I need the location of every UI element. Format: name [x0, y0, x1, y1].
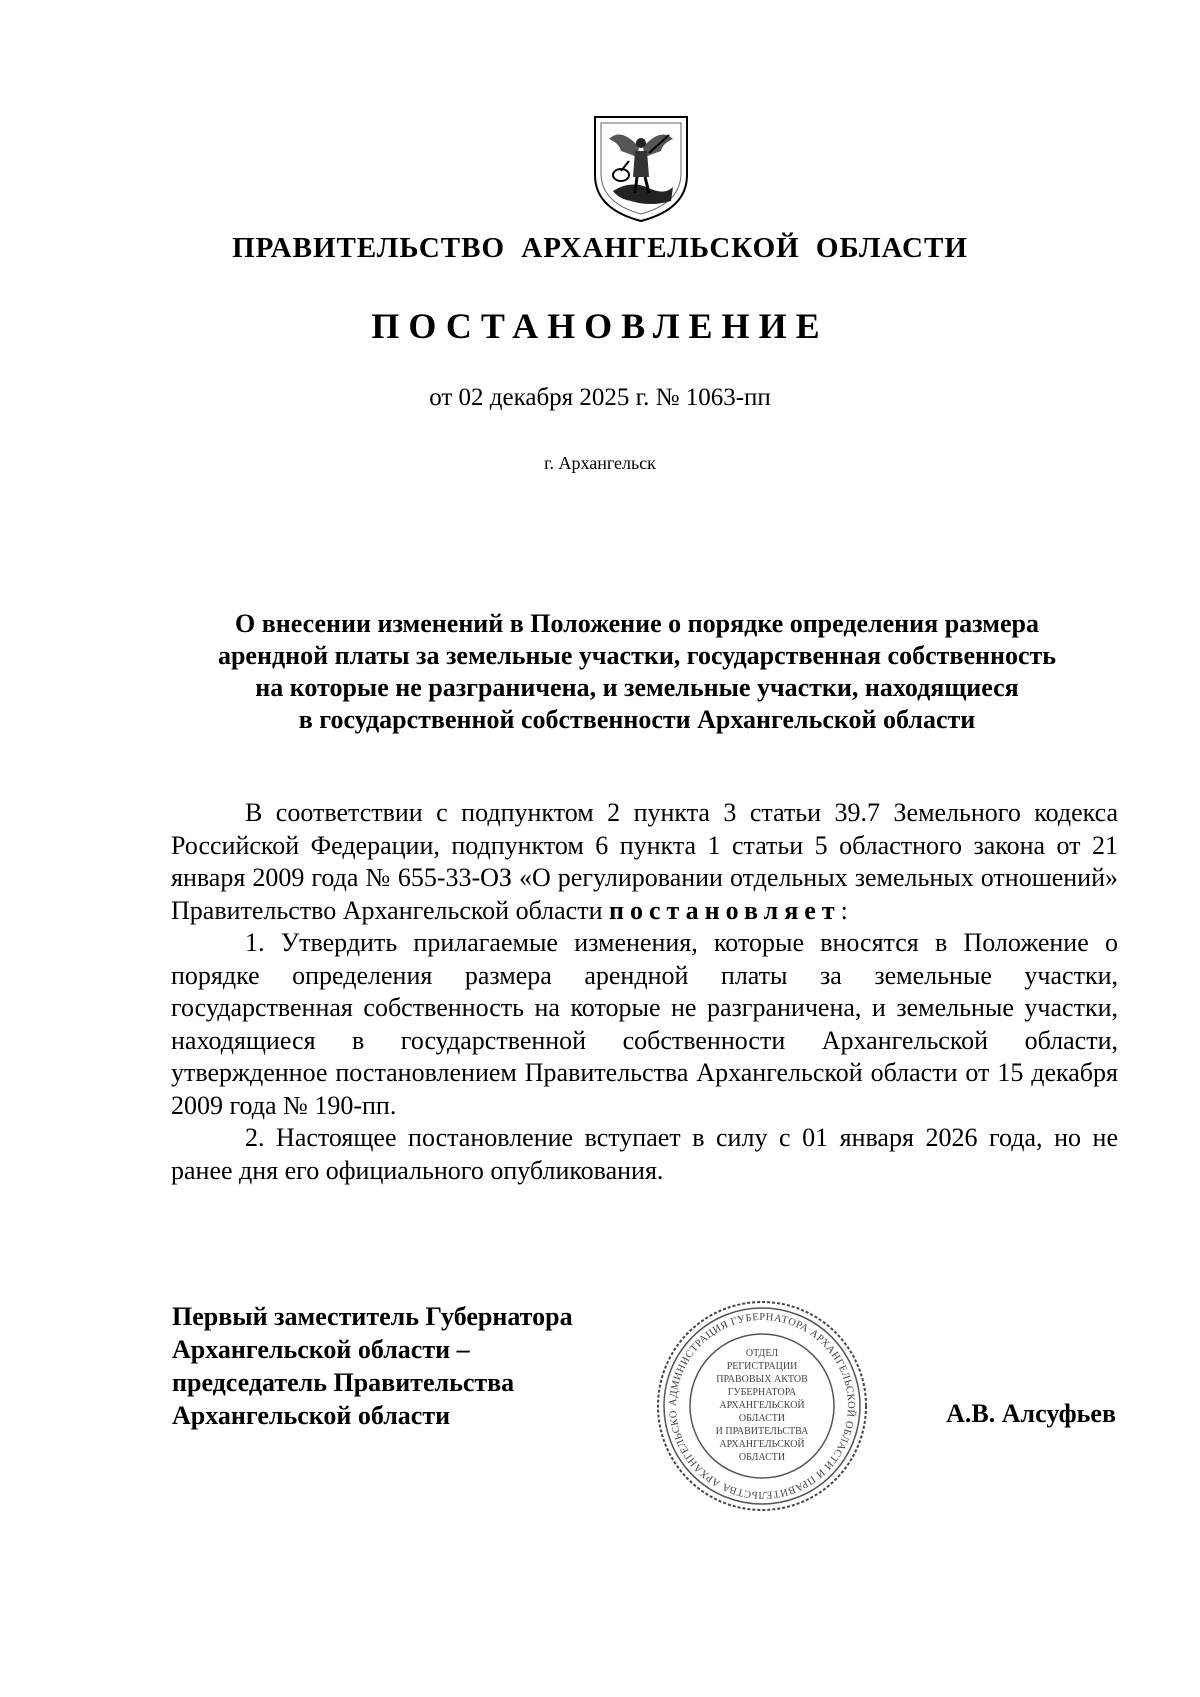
document-body — [171, 797, 1118, 1187]
stamp-center-line: ОБЛАСТИ — [738, 1413, 786, 1424]
preamble-paragraph — [171, 797, 1118, 927]
signer-position-line: Архангельской области — [172, 1401, 451, 1430]
subject-line: в государственной собственности Архангельской области — [298, 705, 976, 734]
stamp-center-line: АРХАНГЕЛЬСКОЙ — [719, 1439, 805, 1450]
stamp-center-line: РЕГИСТРАЦИИ — [726, 1361, 798, 1372]
decree-word: постановляет — [609, 895, 841, 925]
signer-position-line: Архангельской области – — [172, 1335, 470, 1364]
document-place: г. Архангельск — [544, 453, 656, 473]
stamp-center-line: ОТДЕЛ — [745, 1348, 779, 1359]
subject-line: на которые не разграничена, и земельные участки, находящиеся — [255, 673, 1019, 702]
signer-position-line: председатель Правительства — [172, 1368, 515, 1397]
subject-line: арендной платы за земельные участки, государственная собственность — [217, 641, 1057, 670]
item-2-paragraph: 2. Настоящее постановление вступает в силу с 01 января 2026 года, но не ранее дня его официального опубликования. — [171, 1123, 1118, 1185]
stamp-center-line: И ПРАВИТЕЛЬСТВА — [715, 1426, 809, 1437]
signer-name: А.В. Алсуфьев — [946, 1399, 1116, 1428]
stamp-center-line: ОБЛАСТИ — [738, 1452, 786, 1463]
document-date-number: от 02 декабря 2025 г. № 1063-пп — [429, 384, 771, 411]
document-type-title: ПОСТАНОВЛЕНИЕ — [371, 306, 829, 346]
document-subject — [160, 608, 1114, 736]
organization-title: ПРАВИТЕЛЬСТВО АРХАНГЕЛЬСКОЙ ОБЛАСТИ — [232, 232, 968, 264]
stamp-ring-text: АДМИНИСТРАЦИЯ ГУБЕРНАТОРА АРХАНГЕЛЬСКОЙ ОБЛАСТИ И ПРАВИТЕЛЬСТВА АРХАНГЕЛЬСКО — [667, 1311, 857, 1501]
stamp-center-line: ПРАВОВЫХ АКТОВ — [716, 1374, 808, 1385]
coat-of-arms-icon — [591, 113, 691, 225]
preamble-text: В соответствии с подпунктом 2 пункта 3 статьи 39.7 Земельного кодекса Российской Федерации, подпунктом 6 пункта 1 статьи 5 областного закона от 21 января 2009 года № 655-33-ОЗ «О регулировании отдельных земельных отношений» Правительство Архангельской области — [171, 798, 1118, 925]
signer-position — [172, 1300, 652, 1432]
subject-line: О внесении изменений в Положение о порядке определения размера — [235, 609, 1039, 638]
stamp-center-line: АРХАНГЕЛЬСКОЙ — [719, 1400, 805, 1411]
signer-position-line: Первый заместитель Губернатора — [172, 1302, 573, 1331]
stamp-center-line: ГУБЕРНАТОРА — [727, 1387, 797, 1398]
svg-text:АДМИНИСТРАЦИЯ ГУБЕРНАТОРА АРХА — [652, 1296, 857, 1500]
decree-colon: : — [840, 895, 848, 925]
official-stamp-icon — [652, 1296, 872, 1516]
item-1-paragraph: 1. Утвердить прилагаемые изменения, которые вносятся в Положение о порядке определения размера арендной платы за земельные участки, государственная собственность на которые не разграничена, и земельные участки, находящиеся в государственной собственности Архангельской области, утвержденное постановлением Правительства Архангельской области от 15 декабря 2009 года № 190-пп. — [171, 928, 1118, 1120]
